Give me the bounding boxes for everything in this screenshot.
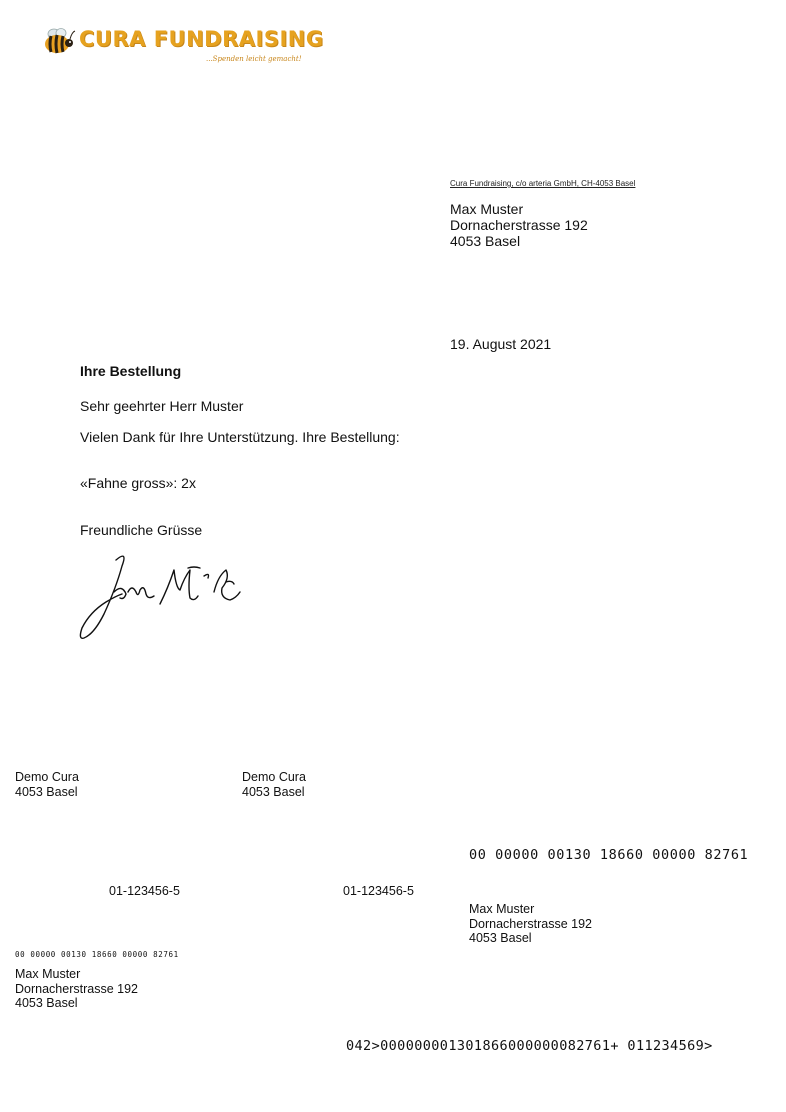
cura-logo xyxy=(42,24,324,68)
payer-left-city: 4053 Basel xyxy=(15,996,78,1010)
payee-left xyxy=(15,770,79,799)
payer-right-name: Max Muster xyxy=(469,902,535,916)
recipient-name: Max Muster xyxy=(450,201,524,217)
bee-icon xyxy=(42,26,76,56)
payee-left-name: Demo Cura xyxy=(15,770,79,784)
payee-right-name: Demo Cura xyxy=(242,770,306,784)
reference-number-small: 00 00000 00130 18660 00000 82761 xyxy=(15,950,179,959)
letter-body: Vielen Dank für Ihre Unterstützung. Ihre Bestellung: xyxy=(80,429,400,445)
payee-left-city: 4053 Basel xyxy=(15,784,78,799)
letter-date: 19. August 2021 xyxy=(450,336,552,352)
recipient-street: Dornacherstrasse 192 xyxy=(450,217,588,233)
payer-right-city: 4053 Basel xyxy=(469,931,532,945)
order-line: «Fahne gross»: 2x xyxy=(80,475,196,491)
logo-tagline: ...Spenden leicht gemacht! xyxy=(206,55,302,63)
reference-number: 00 00000 00130 18660 00000 82761 xyxy=(469,847,749,863)
recipient-city: 4053 Basel xyxy=(450,233,521,249)
payer-right xyxy=(469,902,592,946)
letter-salutation: Sehr geehrter Herr Muster xyxy=(80,398,244,414)
payee-right xyxy=(242,770,306,799)
sender-return-line: Cura Fundraising, c/o arteria GmbH, CH-4053 Basel xyxy=(450,179,636,188)
letter-closing: Freundliche Grüsse xyxy=(80,522,203,538)
signature xyxy=(76,548,246,648)
ocr-coding-line: 042>000000001301866000000082761+ 011234569> xyxy=(346,1038,713,1054)
payer-left-name: Max Muster xyxy=(15,967,81,981)
payee-right-city: 4053 Basel xyxy=(242,784,305,799)
recipient-address xyxy=(450,201,588,249)
payer-left-street: Dornacherstrasse 192 xyxy=(15,981,138,996)
letter-subject: Ihre Bestellung xyxy=(80,363,182,379)
account-number-right: 01-123456-5 xyxy=(343,884,414,898)
payer-left xyxy=(15,967,138,1011)
logo-wordmark: CURA FUNDRAISING xyxy=(79,27,324,51)
payer-right-street: Dornacherstrasse 192 xyxy=(469,916,592,931)
account-number-left: 01-123456-5 xyxy=(109,884,180,898)
